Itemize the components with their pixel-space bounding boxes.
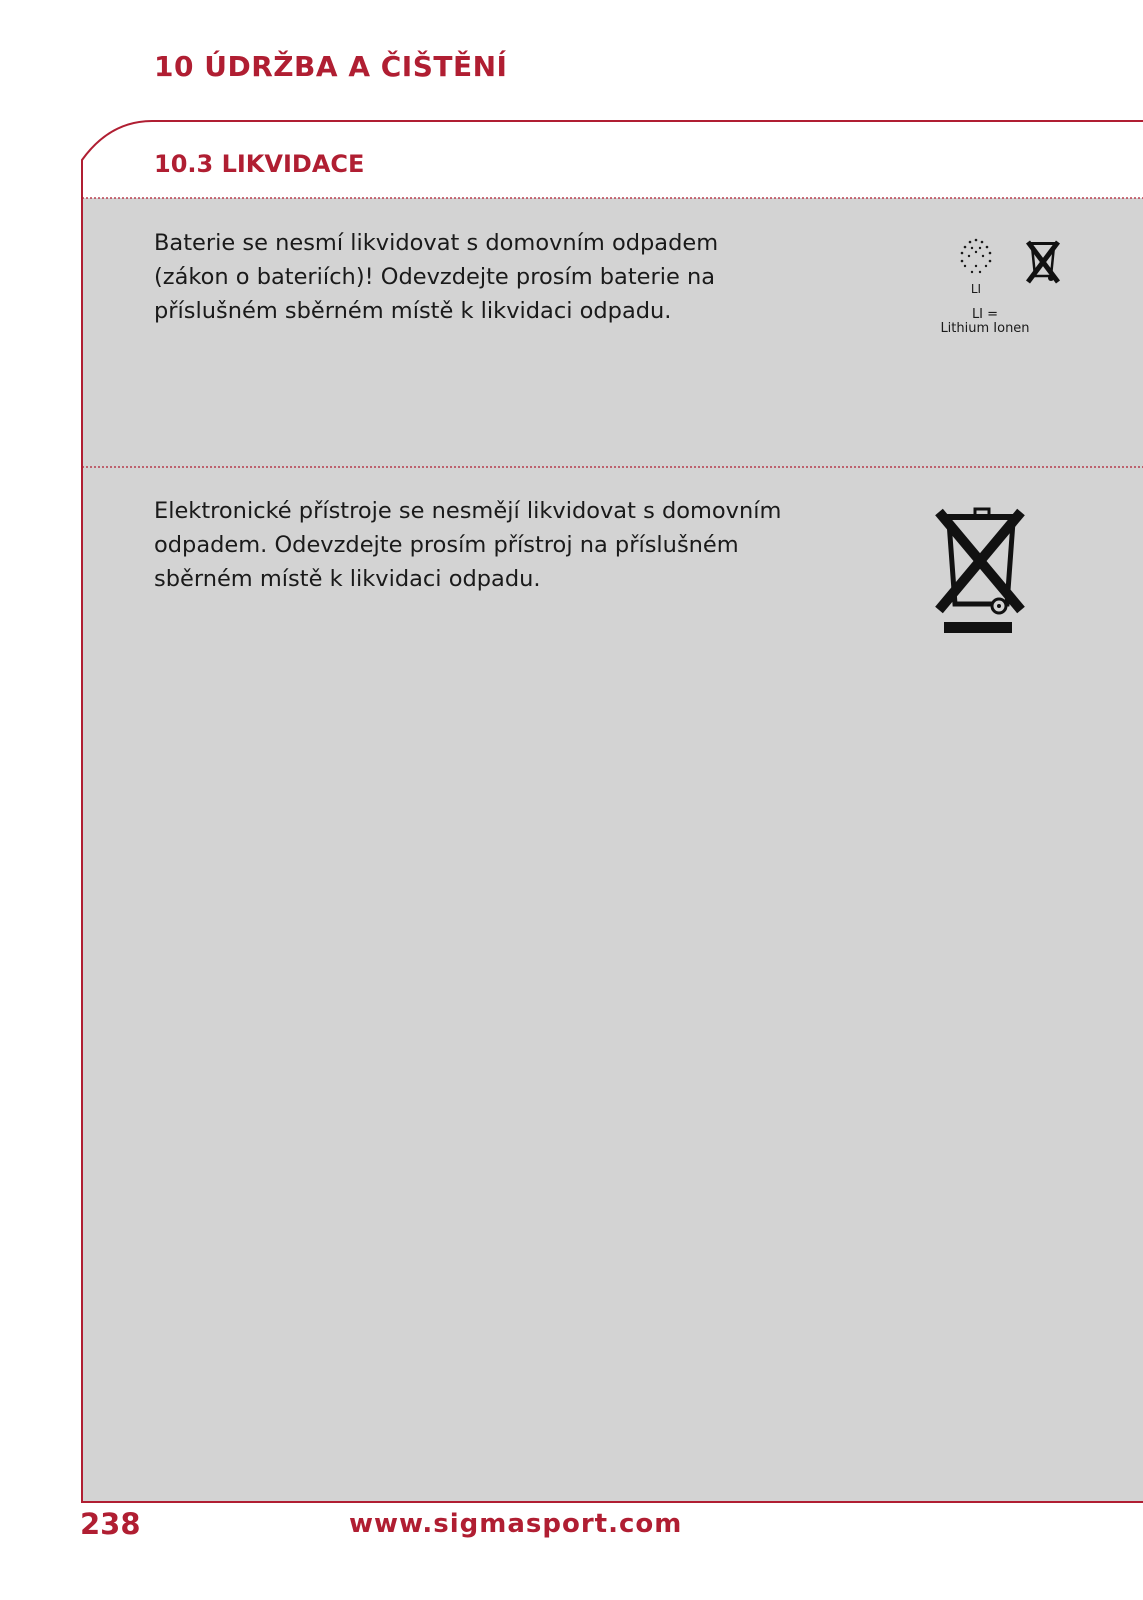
caption-line: LI = (971, 307, 999, 322)
battery-disposal-text (154, 226, 794, 328)
chapter-title: 10 ÚDRŽBA A ČIŠTĚNÍ (154, 50, 508, 83)
page-number: 238 (80, 1507, 141, 1541)
caption-line: Lithium Ionen (940, 321, 1030, 336)
panel-background (82, 198, 1143, 1502)
text-line: (zákon o bateriích)! Odevzdejte prosím baterie na (154, 264, 716, 290)
weee-crossed-bin-icon (935, 506, 1030, 636)
text-line: Elektronické přístroje se nesmějí likvidovat s domovním (154, 498, 782, 524)
text-line: příslušném sběrném místě k likvidaci odpadu. (154, 298, 672, 324)
text-line: sběrném místě k likvidaci odpadu. (154, 566, 541, 592)
battery-label: LI (970, 282, 982, 296)
section-title: 10.3 LIKVIDACE (154, 150, 365, 178)
li-caption (930, 308, 1040, 336)
text-line: Baterie se nesmí likvidovat s domovním odpadem (154, 230, 719, 256)
crossed-bin-icon (1024, 238, 1064, 288)
battery-recycle-icon (950, 236, 1006, 298)
footer-url[interactable]: www.sigmasport.com (349, 1509, 683, 1539)
text-line: odpadem. Odevzdejte prosím přístroj na příslušném (154, 532, 739, 558)
electronics-disposal-text (154, 494, 854, 596)
